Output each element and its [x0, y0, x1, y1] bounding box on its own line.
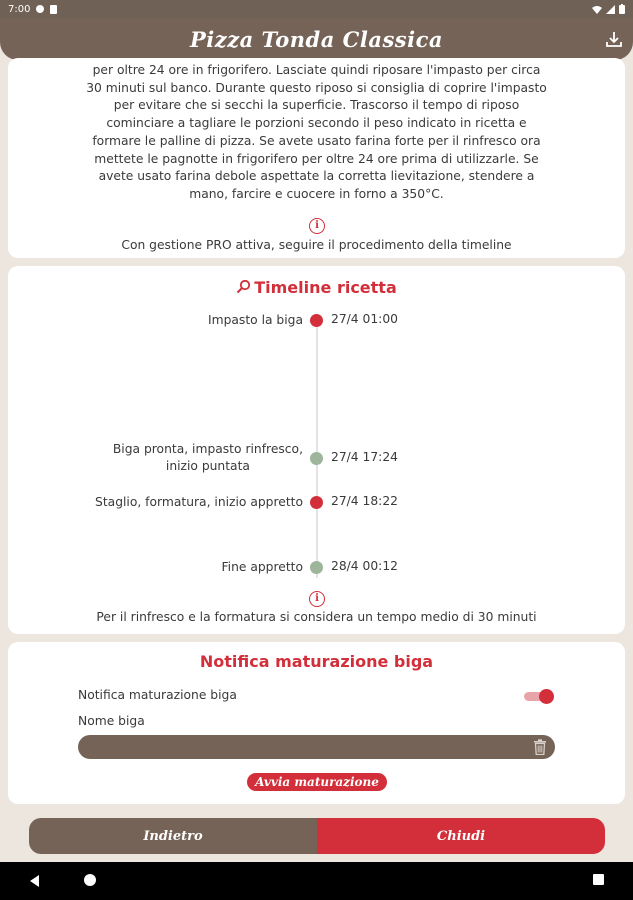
status-time: 7:00: [8, 3, 31, 15]
download-icon[interactable]: [605, 30, 623, 48]
status-bar: [0, 0, 633, 18]
back-button[interactable]: Indietro: [29, 818, 317, 854]
toggle-label: Notifica maturazione biga: [78, 688, 237, 702]
timeline-step-label-line: inizio puntata: [165, 459, 250, 473]
app-notification-icon: [36, 5, 44, 13]
timeline-dot: [310, 314, 323, 327]
nav-recents-icon[interactable]: [593, 874, 604, 885]
search-icon: [236, 279, 252, 295]
navigation-bar: [0, 862, 633, 900]
timeline-dot: [310, 496, 323, 509]
procedure-line: per evitare che si secchi la superficie. Trascorso il tempo di riposo: [113, 98, 520, 113]
info-icon[interactable]: i: [309, 218, 325, 234]
notification-title: Notifica maturazione biga: [199, 652, 434, 671]
timeline-dot: [310, 561, 323, 574]
wifi-icon: [592, 5, 602, 14]
procedure-line: per oltre 24 ore in frigorifero. Lasciate quindi riposare l'impasto per circa: [92, 63, 541, 77]
app-bar: [0, 18, 633, 60]
notification-toggle[interactable]: [524, 689, 552, 703]
sd-card-icon: [50, 5, 57, 14]
timeline-title: [8, 278, 625, 297]
timeline-step-label-line: Biga pronta, impasto rinfresco,: [112, 442, 303, 456]
nav-back-icon[interactable]: [30, 875, 39, 887]
biga-name-input[interactable]: [78, 735, 555, 759]
nav-home-icon[interactable]: [84, 874, 96, 886]
page-title: Pizza Tonda Classica: [190, 26, 443, 52]
procedure-line: formare le palline di pizza. Se avete usato farina forte per il rinfresco ora: [92, 133, 541, 148]
pro-note: Con gestione PRO attiva, seguire il procedimento della timeline: [121, 238, 512, 252]
timeline-step-time: 27/4 01:00: [331, 312, 398, 326]
start-maturation-button[interactable]: Avvia maturazione: [247, 773, 387, 791]
timeline-step-label: Impasto la biga: [207, 313, 303, 327]
timeline-step-label: [113, 441, 303, 475]
timeline-step-label: Staglio, formatura, inizio appretto: [95, 495, 303, 509]
battery-icon: [619, 4, 625, 14]
bottom-actions: [29, 818, 605, 854]
procedure-line: cominciare a tagliare le porzioni secondo il peso indicato in ricetta e: [106, 116, 527, 131]
info-icon[interactable]: i: [309, 591, 325, 607]
procedure-line: avete usato farina debole aspettate la corretta lievitazione, stendere a: [98, 169, 535, 184]
procedure-line: mano, farcire e cuocere in forno a 350°C.: [189, 186, 444, 201]
notification-card: [8, 642, 625, 804]
trash-icon[interactable]: [533, 739, 547, 755]
timeline-step-time: 27/4 18:22: [331, 494, 398, 508]
timeline-step-time: 27/4 17:24: [331, 450, 398, 464]
timeline-step-time: 28/4 00:12: [331, 559, 398, 573]
procedure-line: 30 minuti sul banco. Durante questo riposo si consiglia di coprire l'impasto: [86, 80, 547, 95]
name-label: Nome biga: [78, 714, 145, 728]
timeline-step: [8, 558, 625, 578]
procedure-line: mettete le pagnotte in frigorifero per oltre 24 ore prima di utilizzarle. Se: [94, 151, 539, 166]
procedure-text: [64, 62, 569, 204]
timeline-step: [8, 311, 625, 331]
procedure-card: [8, 58, 625, 258]
close-button[interactable]: Chiudi: [317, 818, 605, 854]
timeline-card: [8, 266, 625, 634]
timeline-dot: [310, 452, 323, 465]
timeline-note: Per il rinfresco e la formatura si considera un tempo medio di 30 minuti: [96, 610, 537, 624]
timeline-step: [8, 493, 625, 513]
signal-icon: [606, 5, 615, 14]
timeline-step: [8, 441, 625, 479]
timeline-step-label: Fine appretto: [221, 560, 303, 574]
timeline-title-text: Timeline ricetta: [254, 278, 397, 297]
toggle-knob: [539, 689, 554, 704]
